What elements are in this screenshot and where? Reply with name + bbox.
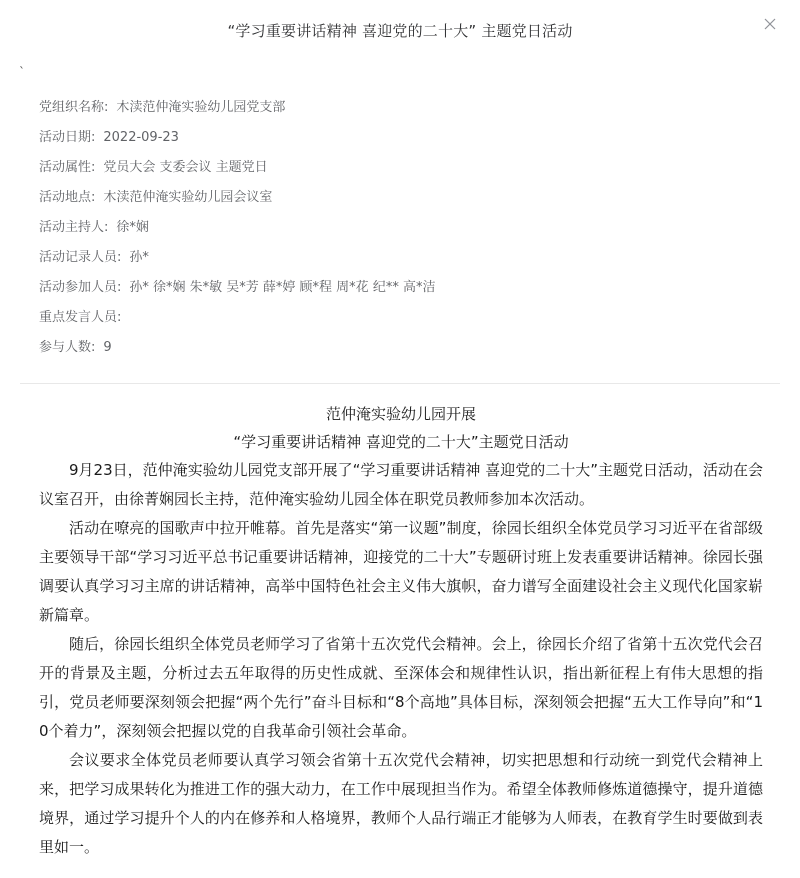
info-value: 木渎范仲淹实验幼儿园会议室	[103, 190, 273, 205]
article-content	[39, 400, 763, 862]
info-row-host	[39, 214, 779, 244]
article-paragraph: 随后，徐园长组织全体党员老师学习了省第十五次党代会精神。会上，徐园长介绍了省第十五次党代会召开的背景及主题，分析过去五年取得的历史性成就、至深体会和规律性认识，指出新征程上有伟大思想的指引，党员老师要深刻领会把握“两个先行”奋斗目标和“8个高地”具体目标，深刻领会把握“五大工作导向”和“10个着力”，深刻领会把握以党的自我革命引领社会革命。	[39, 635, 763, 740]
info-value: 党员大会 支委会议 主题党日	[103, 160, 268, 175]
info-row-speakers	[39, 304, 779, 334]
close-icon	[764, 18, 776, 30]
stray-mark: `	[19, 65, 25, 79]
activity-info	[39, 94, 779, 364]
divider	[20, 383, 780, 384]
info-label: 活动地点:	[39, 190, 96, 205]
info-value: 木渎范仲淹实验幼儿园党支部	[116, 100, 286, 115]
info-label: 活动主持人:	[39, 220, 109, 235]
close-button[interactable]	[764, 18, 780, 34]
info-row-attribute	[39, 154, 779, 184]
info-row-location	[39, 184, 779, 214]
article-title-line1: 范仲淹实验幼儿园开展	[325, 405, 476, 423]
info-label: 重点发言人员:	[39, 310, 122, 325]
article-paragraph: 活动在嘹亮的国歌声中拉开帷幕。首先是落实“第一议题”制度，徐园长组织全体党员学习习近平在省部级主要领导干部“学习习近平总书记重要讲话精神，迎接党的二十大”专题研讨班上发表重要讲话精神。徐园长强调要认真学习习主席的讲话精神，高举中国特色社会主义伟大旗帜，奋力谱写全面建设社会主义现代化国家崭新篇章。	[39, 519, 763, 624]
info-value: 孙*	[129, 250, 149, 265]
info-value: 9	[103, 340, 112, 355]
article-paragraph: 会议要求全体党员老师要认真学习领会省第十五次党代会精神，切实把思想和行动统一到党代会精神上来，把学习成果转化为推进工作的强大动力，在工作中展现担当作为。希望全体教师修炼道德操守，提升道德境界，通过学习提升个人的内在修养和人格境界，教师个人品行端正才能够为人师表，在教育学生时要做到表里如一。	[39, 751, 763, 856]
info-row-count	[39, 334, 779, 364]
info-label: 党组织名称:	[39, 100, 109, 115]
dialog-title: “学习重要讲话精神 喜迎党的二十大” 主题党日活动	[227, 22, 573, 40]
info-value: 2022-09-23	[103, 130, 179, 145]
info-row-date	[39, 124, 779, 154]
info-value: 徐*娴	[116, 220, 149, 235]
info-label: 活动参加人员:	[39, 280, 122, 295]
info-label: 活动日期:	[39, 130, 96, 145]
info-row-participants	[39, 274, 779, 304]
info-label: 参与人数:	[39, 340, 96, 355]
info-label: 活动记录人员:	[39, 250, 122, 265]
article-paragraph: 9月23日，范仲淹实验幼儿园党支部开展了“学习重要讲话精神 喜迎党的二十大”主题党日活动，活动在会议室召开，由徐菁娴园长主持，范仲淹实验幼儿园全体在职党员教师参加本次活动。	[39, 461, 763, 508]
info-row-recorder	[39, 244, 779, 274]
dialog-header	[0, 0, 800, 64]
info-value: 孙* 徐*娴 朱*敏 吴*芳 薛*婷 顾*程 周*花 纪** 高*洁	[129, 280, 436, 295]
info-label: 活动属性:	[39, 160, 96, 175]
info-row-org	[39, 94, 779, 124]
article-title-line2: “学习重要讲话精神 喜迎党的二十大”主题党日活动	[233, 433, 569, 451]
